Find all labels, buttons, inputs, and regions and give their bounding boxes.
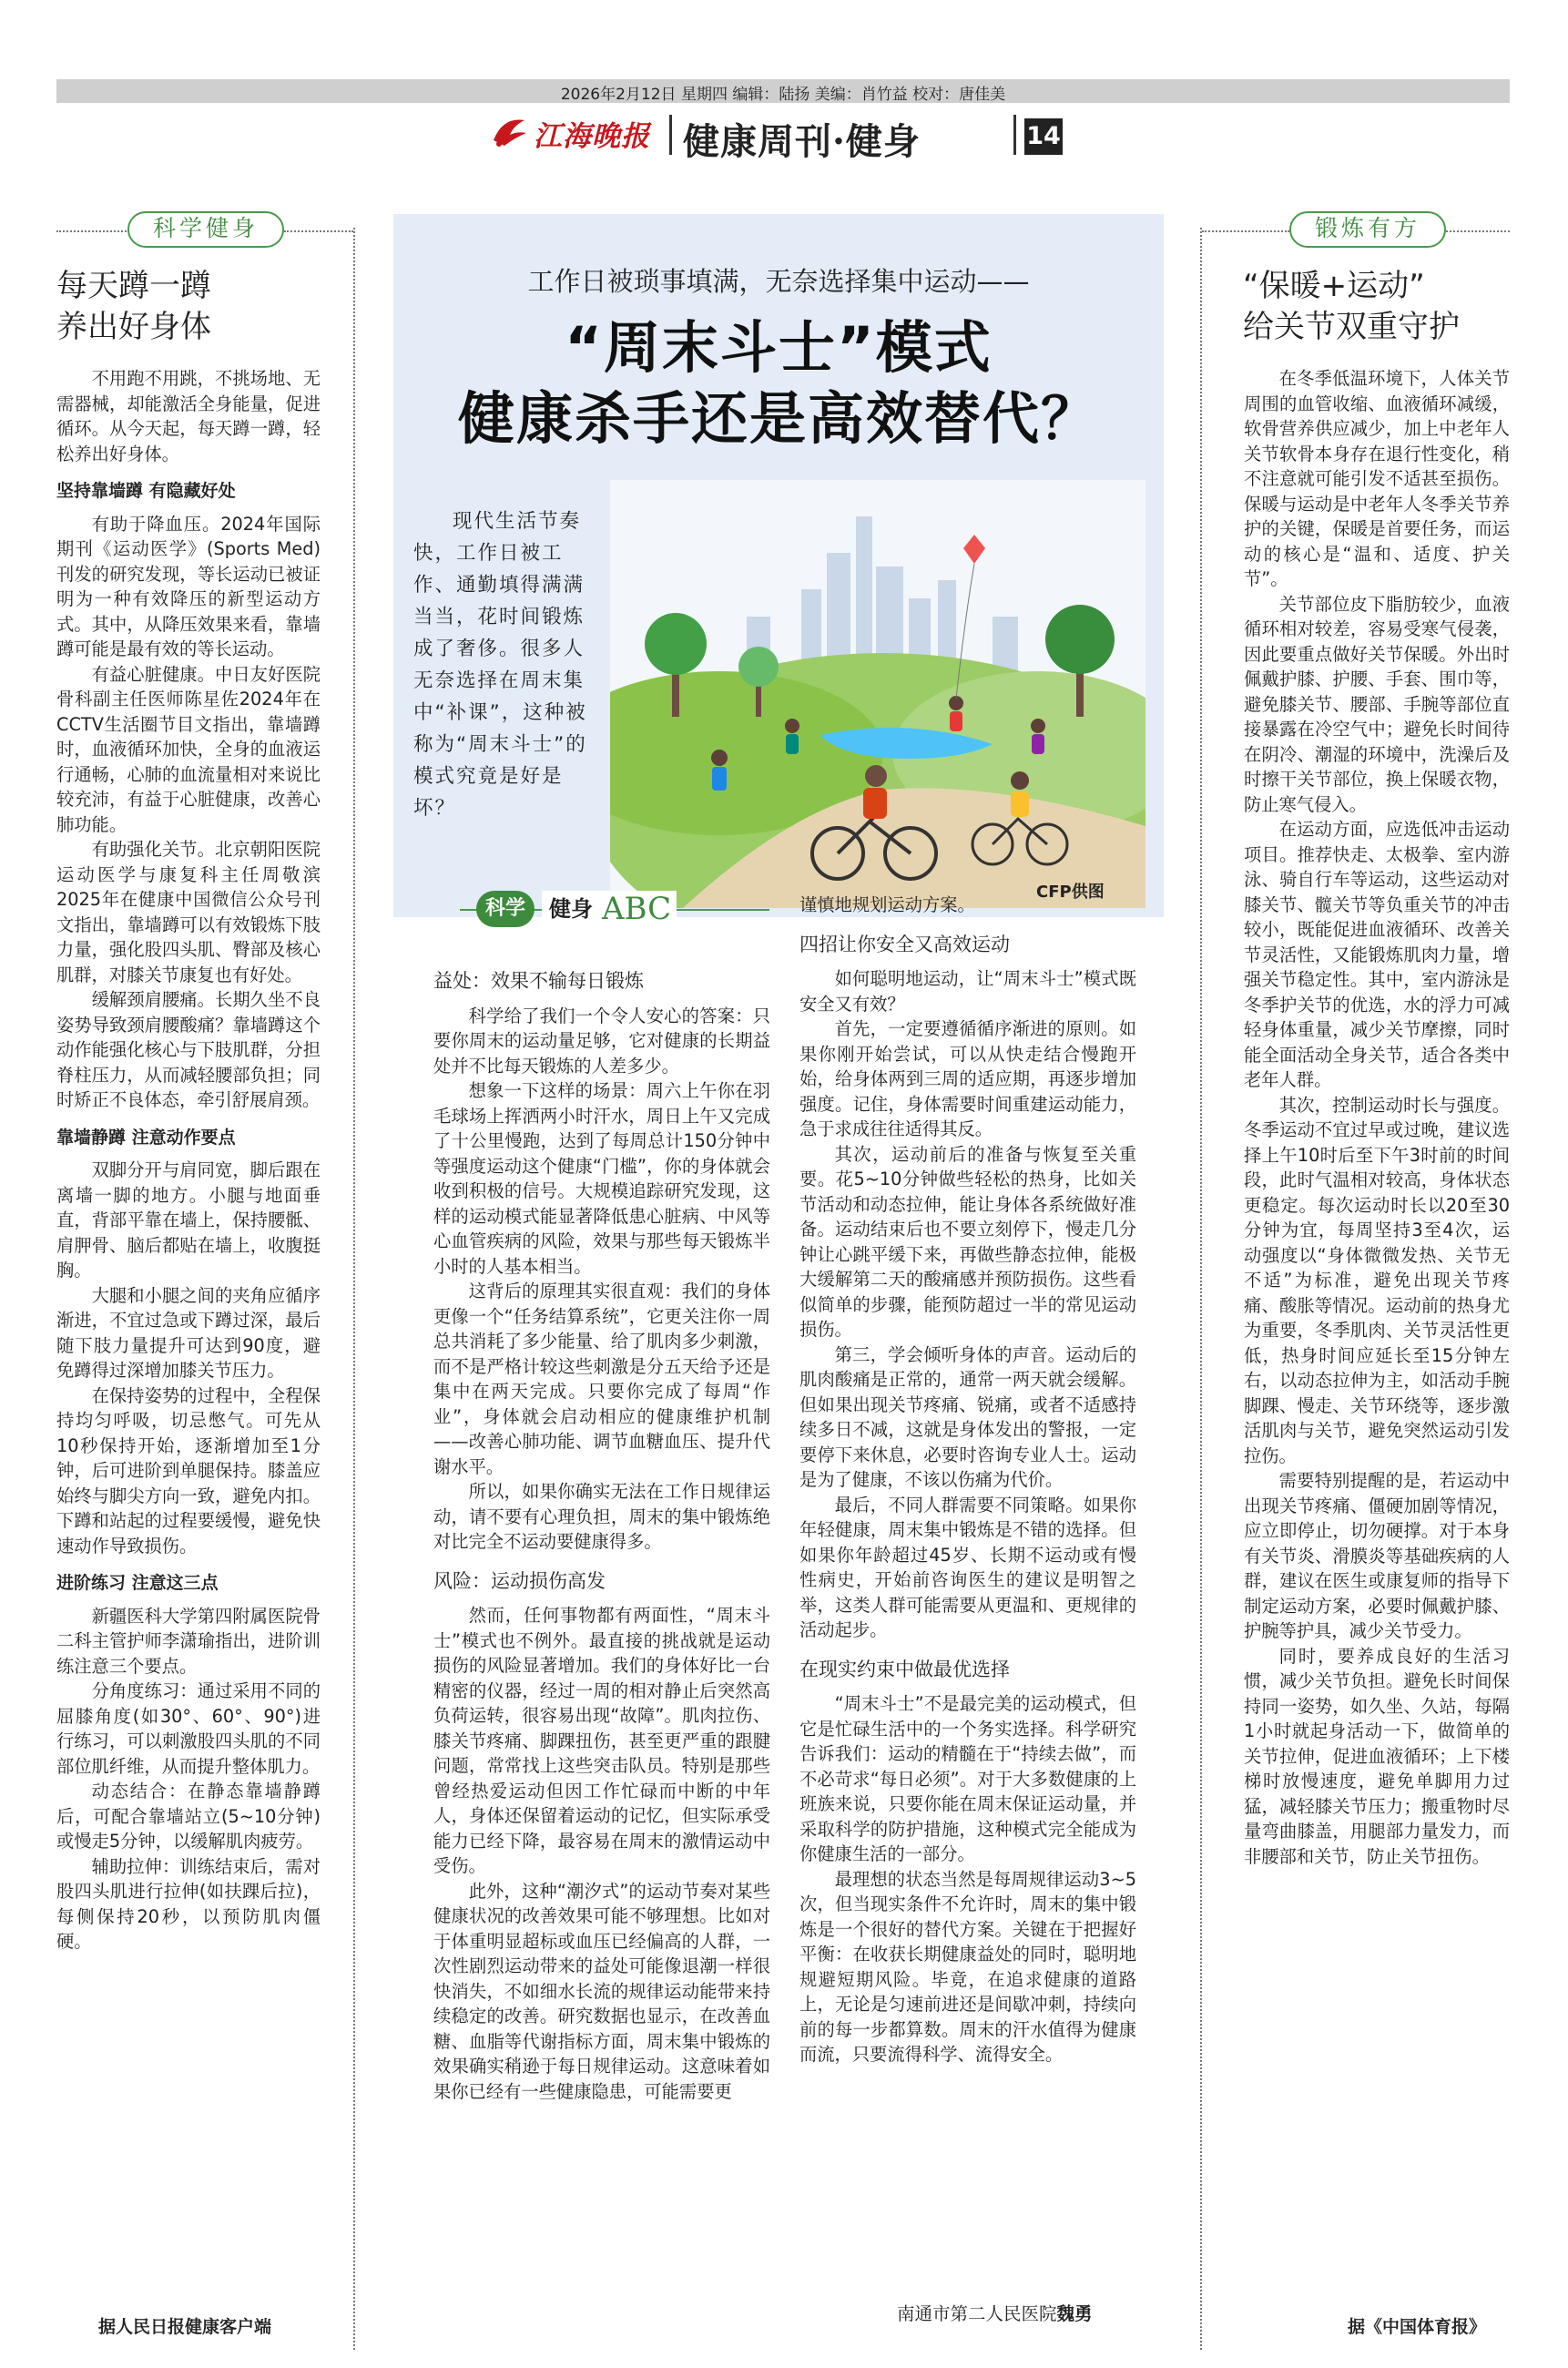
feature-intro: 现代生活节奏快，工作日被工作、通勤填得满满当当，花时间锻炼成了奢侈。很多人无奈选择在周末集中“补课”，这种被称为“周末斗士”的模式究竟是好是坏？ [413, 510, 587, 820]
left-paragraph: 缓解颈肩腰痛。长期久坐不良姿势导致颈肩腰酸痛？靠墙蹲这个动作能强化核心与下肢肌群，分担脊柱压力，从而减轻腰部负担；同时矫正不良体态，牵引舒展肩颈。 [56, 989, 321, 1110]
left-subhead-2: 靠墙静蹲 注意动作要点 [56, 1127, 236, 1148]
tag-science-fitness: 科学健身 [127, 211, 284, 248]
feature-paragraph: 最理想的状态当然是每周规律运动3~5次，但当现实条件不允许时，周末的集中锻炼是一个很好的替代方案。关键在于把握好平衡：在收获长期健康益处的同时，聪明地规避短期风险。毕竟，在追求健康的道路上，无论是匀速前进还是间歇冲刺，持续向前的每一步都算数。周末的汗水值得为健康而流，只要流得科学、流得安全。 [799, 1868, 1136, 2065]
feature-headline-line2: 健康杀手还是高效替代？ [457, 385, 1099, 452]
author-name: 魏勇 [1056, 2303, 1093, 2324]
feature-paragraph: 首先，一定要遵循循序渐进的原则。如果你刚开始尝试，可以从快走结合慢跑开始，给身体两到三周的适应期，再逐步增加强度。记住，身体需要时间重建运动能力，急于求成往往适得其反。 [799, 1018, 1136, 1139]
right-paragraph: 同时，要养成良好的生活习惯，减少关节负担。避免长时间保持同一姿势，如久坐、久站，每隔1小时就起身活动一下，做简单的关节拉伸，促进血液循环；上下楼梯时放慢速度，避免单脚用力过猛，减轻膝关节压力；搬重物时尽量弯曲膝盖，用腿部力量发力，而非腰部和关节，防止关节扭伤。 [1244, 1645, 1510, 1867]
feature-paragraph: 此外，这种“潮汐式”的运动节奏对某些健康状况的改善效果可能不够理想。比如对于体重明显超标或血压已经偏高的人群，一次性剧烈运动带来的益处可能像退潮一样很快消失，不如细水长流的规律运动能带来持续稳定的改善。研究数据也显示，在改善血糖、血脂等代谢指标方面，周末集中锻炼的效果确实稍逊于每日规律运动。这意味着如果你已经有一些健康隐患，可能需要更 [433, 1880, 770, 2102]
feature-subhead-1: 益处：效果不输每日锻炼 [433, 970, 644, 992]
right-paragraph: 其次，控制运动时长与强度。冬季运动不宜过早或过晚，建议选择上午10时后至下午3时前的时间段，此时气温相对较高，身体状态更稳定。每次运动时长以20至30分钟为宜，每周坚持3至4次，运动强度以“身体微微发热、关节无不适”为标准，避免出现关节疼痛、酸胀等情况。运动前的热身尤为重要，冬季肌肉、关节灵活性更低，热身时间应延长至15分钟左右，以动态拉伸为主，如活动手腕脚踝、慢走、关节环绕等，逐步激活肌肉与关节，避免突然运动引发拉伤。 [1244, 1094, 1510, 1466]
column-divider-left [353, 228, 355, 2350]
feature-paragraph: 然而，任何事物都有两面性，“周末斗士”模式也不例外。最直接的挑战就是运动损伤的风险显著增加。我们的身体好比一台精密的仪器，经过一周的相对静止后突然高负荷运转，很容易出现“故障”。肌肉拉伤、膝关节疼痛、脚踝扭伤，甚至更严重的跟腱问题，常常找上这些突击队员。特别是那些曾经热爱运动但因工作忙碌而中断的中年人，身体还保留着运动的记忆，但实际承受能力已经下降，最容易在周末的激情运动中受伤。 [433, 1605, 770, 1876]
left-paragraph: 有助强化关节。北京朝阳医院运动医学与康复科主任周敬滨2025年在健康中国微信公众号刊文指出，靠墙蹲可以有效锻炼下肢力量，强化股四头肌、臀部及核心肌群，对膝关节康复也有好处。 [56, 839, 321, 985]
photo-credit: CFP供图 [1036, 883, 1105, 902]
feature-subhead-2: 风险：运动损伤高发 [433, 1569, 606, 1592]
tag-rule [1446, 230, 1510, 232]
dateline: 2026年2月12日 星期四 编辑：陆扬 美编：肖竹益 校对：唐佳美 [560, 86, 1006, 104]
right-title-line2: 给关节双重守护 [1243, 309, 1460, 345]
masthead-divider [1013, 115, 1016, 155]
left-paragraph: 双脚分开与肩同宽，脚后跟在离墙一脚的地方。小腿与地面垂直，背部平靠在墙上，保持腰骶、肩胛骨、脑后都贴在墙上，收腹挺胸。 [56, 1159, 321, 1281]
left-subhead-3: 进阶练习 注意这三点 [56, 1573, 219, 1593]
banner-circle: 科学 [476, 891, 535, 927]
feature-subhead-3: 四招让你安全又高效运动 [799, 933, 1010, 955]
left-article-body [56, 366, 321, 1955]
left-paragraph: 大腿和小腿之间的夹角应循序渐进，不宜过急或下蹲过深，最后随下肢力量提升可达到90度，避免蹲得过深增加膝关节压力。 [56, 1284, 321, 1381]
masthead-divider [669, 115, 672, 155]
right-source: 据《中国体育报》 [1348, 2317, 1487, 2337]
left-paragraph: 在保持姿势的过程中，全程保持均匀呼吸，切忌憋气。可先从10秒保持开始，逐渐增加至1分钟，后可进阶到单腿保持。膝盖应始终与脚尖方向一致，避免内扣。下蹲和站起的过程要缓慢，避免快速动作导致损伤。 [56, 1384, 321, 1557]
feature-paragraph: 这背后的原理其实很直观：我们的身体更像一个“任务结算系统”，它更关注你一周总共消耗了多少能量、给了肌肉多少刺激，而不是严格计较这些刺激是分五天给予还是集中在两天完成。只要你完成了每周“作业”，身体就会启动相应的健康维护机制——改善心肺功能、调节血糖血压、提升代谢水平。 [433, 1281, 770, 1477]
feature-paragraph: “周末斗士”不是最完美的运动模式，但它是忙碌生活中的一个务实选择。科学研究告诉我们：运动的精髓在于“持续去做”，而不必苛求“每日必须”。对于大多数健康的上班族来说，只要你能在周末保证运动量，并采取科学的防护措施，这种模式完全能成为你健康生活的一部分。 [799, 1693, 1136, 1864]
right-paragraph: 需要特别提醒的是，若运动中出现关节疼痛、僵硬加剧等情况，应立即停止，切勿硬撑。对于本身有关节炎、滑膜炎等基础疾病的人群，建议在医生或康复师的指导下制定运动方案，必要时佩戴护膝、护腕等护具，减少关节受力。 [1244, 1470, 1510, 1641]
left-paragraph: 辅助拉伸：训练结束后，需对股四头肌进行拉伸(如扶踝后拉)，每侧保持20秒，以预防肌肉僵硬。 [56, 1855, 321, 1952]
left-paragraph: 新疆医科大学第四附属医院骨二科主管护师李潇瑜指出，进阶训练注意三个要点。 [56, 1605, 321, 1677]
newspaper-logo-icon [490, 113, 530, 149]
feature-paragraph: 科学给了我们一个令人安心的答案：只要你周末的运动量足够，它对健康的长期益处并不比每天锻炼的人差多少。 [433, 1005, 770, 1077]
tag-rule [284, 230, 353, 232]
page-number: 14 [1024, 118, 1063, 155]
feature-byline [897, 2300, 1093, 2325]
left-paragraph: 有助于降血压。2024年国际期刊《运动医学》(Sports Med)刊发的研究发现，等长运动已被证明为一种有效降压的新型运动方式。其中，从降压效果来看，靠墙蹲可能是最有效的等长运动。 [56, 513, 321, 659]
feature-paragraph: 想象一下这样的场景：周六上午你在羽毛球场上挥洒两小时汗水，周日上午又完成了十公里慢跑，达到了每周总计150分钟中等强度运动这个健康“门槛”，你的身体就会收到积极的信号。大规模追踪研究发现，这样的运动模式能显著降低患心脏病、中风等心血管疾病的风险，效果与那些每天锻炼半小时的人基本相当。 [433, 1080, 770, 1277]
dateline-bar [56, 79, 1510, 103]
right-paragraph: 关节部位皮下脂肪较少，血液循环相对较差，容易受寒气侵袭，因此要重点做好关节保暖。外出时佩戴护膝、护腰、手套、围巾等，避免膝关节、腰部、手腕等部位直接暴露在冷空气中；避免长时间待在阴冷、潮湿的环境中，洗澡后及时擦干关节部位，换上保暖衣物，防止寒气侵入。 [1244, 593, 1510, 815]
left-source: 据人民日报健康客户端 [98, 2317, 272, 2337]
column-divider-right [1200, 228, 1202, 2350]
right-title-line1: “保暖+运动” [1243, 268, 1425, 304]
feature-paragraph: 最后，不同人群需要不同策略。如果你年轻健康，周末集中锻炼是不错的选择。但如果你年龄超过45岁、长期不运动或有慢性病史，开始前咨询医生的建议是明智之举，这类人群可能需要从更温和、更规律的活动起步。 [799, 1494, 1136, 1640]
banner-text: 健身 [542, 891, 600, 927]
left-paragraph: 有益心脏健康。中日友好医院骨科副主任医师陈星佐2024年在CCTV生活圈节目文指出，靠墙蹲时，血液循环加快，全身的血液运行通畅，心肺的血流量相对来说比较充沛，有益于心脏健康，改善心肺功能。 [56, 663, 321, 835]
left-paragraph: 动态结合：在静态靠墙静蹲后，可配合靠墙站立(5~10分钟)或慢走5分钟，以缓解肌肉疲劳。 [56, 1781, 321, 1852]
feature-paragraph: 如何聪明地运动，让“周末斗士”模式既安全又有效？ [799, 968, 1136, 1015]
left-title-line1: 每天蹲一蹲 [56, 268, 211, 304]
left-paragraph: 分角度练习：通过采用不同的屈膝角度(如30°、60°、90°)进行练习，可以刺激股四头肌的不同部位肌纤维，从而提升整体肌力。 [56, 1680, 321, 1777]
right-article-title [1243, 266, 1460, 348]
feature-column-1 [433, 969, 770, 2104]
feature-paragraph: 其次，运动前后的准备与恢复至关重要。花5~10分钟做些轻松的热身，比如关节活动和动态拉伸，能让身体各系统做好准备。运动结束后也不要立刻停下，慢走几分钟让心跳平缓下来，再做些静态拉伸，能极大缓解第二天的酸痛感并预防损伤。这些看似简单的步骤，能预防超过一半的常见运动损伤。 [799, 1143, 1136, 1340]
left-article-title [56, 266, 211, 348]
feature-paragraph: 谨慎地规划运动方案。 [799, 894, 975, 915]
left-lead: 不用跑不用跳，不挑场地、无需器械，却能激活全身能量，促进循环。从今天起，每天蹲一蹲，轻松养出好身体。 [56, 368, 321, 464]
feature-paragraph: 第三，学会倾听身体的声音。运动后的肌肉酸痛是正常的，通常一两天就会缓解。但如果出现关节疼痛、锐痛，或者不适感持续多日不减，这就是身体发出的警报，一定要停下来休息，必要时咨询专业人士。运动是为了健康，不该以伤痛为代价。 [799, 1343, 1136, 1490]
feature-column-2 [799, 893, 1136, 2067]
right-paragraph: 在冬季低温环境下，人体关节周围的血管收缩、血液循环减缓，软骨营养供应减少，加上中老年人关节软骨本身存在退行性变化，稍不注意就可能引发不适甚至损伤。保暖与运动是中老年人冬季关节养护的关键，保暖是首要任务，而运动的核心是“温和、适度、护关节”。 [1244, 368, 1510, 589]
left-title-line2: 养出好身体 [56, 309, 211, 345]
feature-subhead-4: 在现实约束中做最优选择 [799, 1658, 1010, 1680]
paper-name: 江海晚报 [534, 120, 650, 153]
right-article-body [1244, 366, 1510, 1869]
author-org: 南通市第二人民医院 [897, 2303, 1057, 2324]
feature-paragraph: 所以，如果你确实无法在工作日规律运动，请不要有心理负担，周末的集中锻炼绝对比完全不运动要健康得多。 [433, 1481, 770, 1552]
feature-kicker: 工作日被琐事填满，无奈选择集中运动—— [527, 266, 1030, 297]
masthead [483, 107, 1065, 162]
section-name: 健康周刊·健身 [683, 120, 921, 163]
tag-exercise-methods: 锻炼有方 [1289, 211, 1446, 248]
tag-rule [1202, 230, 1289, 232]
feature-headline-line1: “周末斗士”模式 [565, 314, 993, 381]
cyclist-head [865, 765, 887, 787]
right-paragraph: 在运动方面，应选低冲击运动项目。推荐快走、太极拳、室内游泳、骑自行车等运动，这些运动对膝关节、髋关节等负重关节的冲击较小，既能促进血液循环、改善关节灵活性，又能锻炼肌肉力量，增强关节稳定性。其中，室内游泳是冬季护关节的优选，水的浮力可减轻身体重量，减少关节摩擦，同时能全面活动全身关节，适合各类中老年人群。 [1244, 819, 1510, 1090]
section-banner-abc [460, 891, 769, 927]
park-exercise-illustration [610, 480, 1145, 908]
tag-rule [56, 230, 129, 232]
banner-latin: ABC [596, 891, 677, 927]
left-subhead-1: 坚持靠墙蹲 有隐藏好处 [56, 481, 236, 501]
